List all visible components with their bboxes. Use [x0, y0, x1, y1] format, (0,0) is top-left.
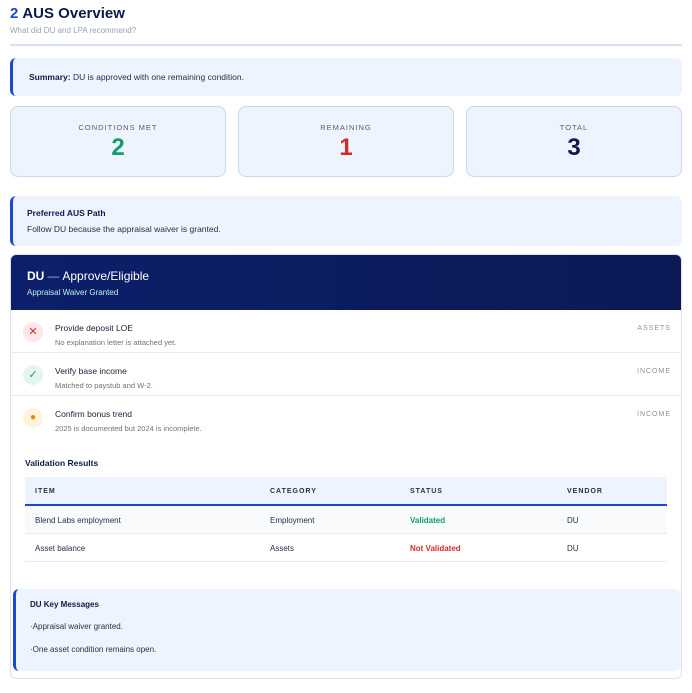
table-row — [25, 534, 667, 562]
stat-value: 2 — [111, 134, 125, 161]
condition-name: Verify base income — [55, 366, 127, 376]
cell-category: Assets — [270, 544, 295, 553]
key-messages-title: DU Key Messages — [30, 600, 99, 609]
key-message-item: ·Appraisal waiver granted. — [30, 622, 123, 631]
pending-dot-icon: ● — [23, 408, 43, 428]
condition-name: Provide deposit LOE — [55, 323, 133, 333]
section-number: 2 — [10, 5, 19, 22]
stat-card-conditions-met — [10, 106, 226, 177]
preferred-path-title: Preferred AUS Path — [27, 208, 106, 218]
summary-label: Summary: — [29, 72, 71, 82]
du-card-title — [27, 269, 149, 283]
column-header-category: CATEGORY — [270, 488, 317, 495]
du-card-subtitle: Appraisal Waiver Granted — [27, 288, 119, 297]
du-result-card — [10, 254, 682, 679]
stat-value: 3 — [567, 134, 581, 161]
key-message-item: ·One asset condition remains open. — [30, 645, 157, 654]
condition-category: ASSETS — [637, 325, 671, 332]
key-messages-callout — [13, 589, 681, 671]
table-header — [25, 477, 667, 506]
check-icon: ✓ — [23, 365, 43, 385]
title-separator: — — [47, 269, 60, 283]
condition-note: Matched to paystub and W-2. — [55, 381, 153, 390]
summary-text: DU is approved with one remaining condition. — [72, 72, 244, 82]
cell-vendor: DU — [567, 544, 579, 553]
condition-row — [11, 310, 682, 353]
validation-results-title: Validation Results — [25, 458, 99, 468]
column-header-status: STATUS — [410, 488, 443, 495]
stat-label: REMAINING — [320, 123, 372, 132]
table-row — [25, 506, 667, 534]
cell-item: Asset balance — [35, 544, 86, 553]
stat-card-remaining — [238, 106, 454, 177]
preferred-path-callout — [10, 196, 682, 246]
summary-callout — [10, 58, 682, 96]
condition-category: INCOME — [637, 411, 671, 418]
condition-row — [11, 396, 682, 439]
preferred-path-text: Follow DU because the appraisal waiver is granted. — [27, 224, 221, 234]
stat-card-total — [466, 106, 682, 177]
x-icon: ✕ — [23, 322, 43, 342]
section-title: AUS Overview — [22, 5, 125, 22]
aus-result: Approve/Eligible — [62, 269, 150, 283]
column-header-item: ITEM — [35, 488, 56, 495]
page-subtitle: What did DU and LPA recommend? — [10, 26, 137, 35]
page-title — [10, 5, 125, 22]
condition-category: INCOME — [637, 368, 671, 375]
condition-name: Confirm bonus trend — [55, 409, 133, 419]
condition-row — [11, 353, 682, 396]
cell-status: Not Validated — [410, 544, 461, 553]
aus-engine-name: DU — [27, 269, 45, 283]
condition-note: 2025 is documented but 2024 is incomplete. — [55, 424, 202, 433]
cell-vendor: DU — [567, 516, 579, 525]
du-card-header — [11, 255, 682, 310]
stat-label: TOTAL — [559, 123, 589, 132]
cell-status: Validated — [410, 516, 446, 525]
cell-category: Employment — [270, 516, 315, 525]
cell-item: Blend Labs employment — [35, 516, 121, 525]
section-header — [10, 4, 682, 46]
column-header-vendor: VENDOR — [567, 488, 603, 495]
stat-label: CONDITIONS MET — [78, 123, 158, 132]
condition-note: No explanation letter is attached yet. — [55, 338, 177, 347]
stat-value: 1 — [339, 134, 353, 161]
